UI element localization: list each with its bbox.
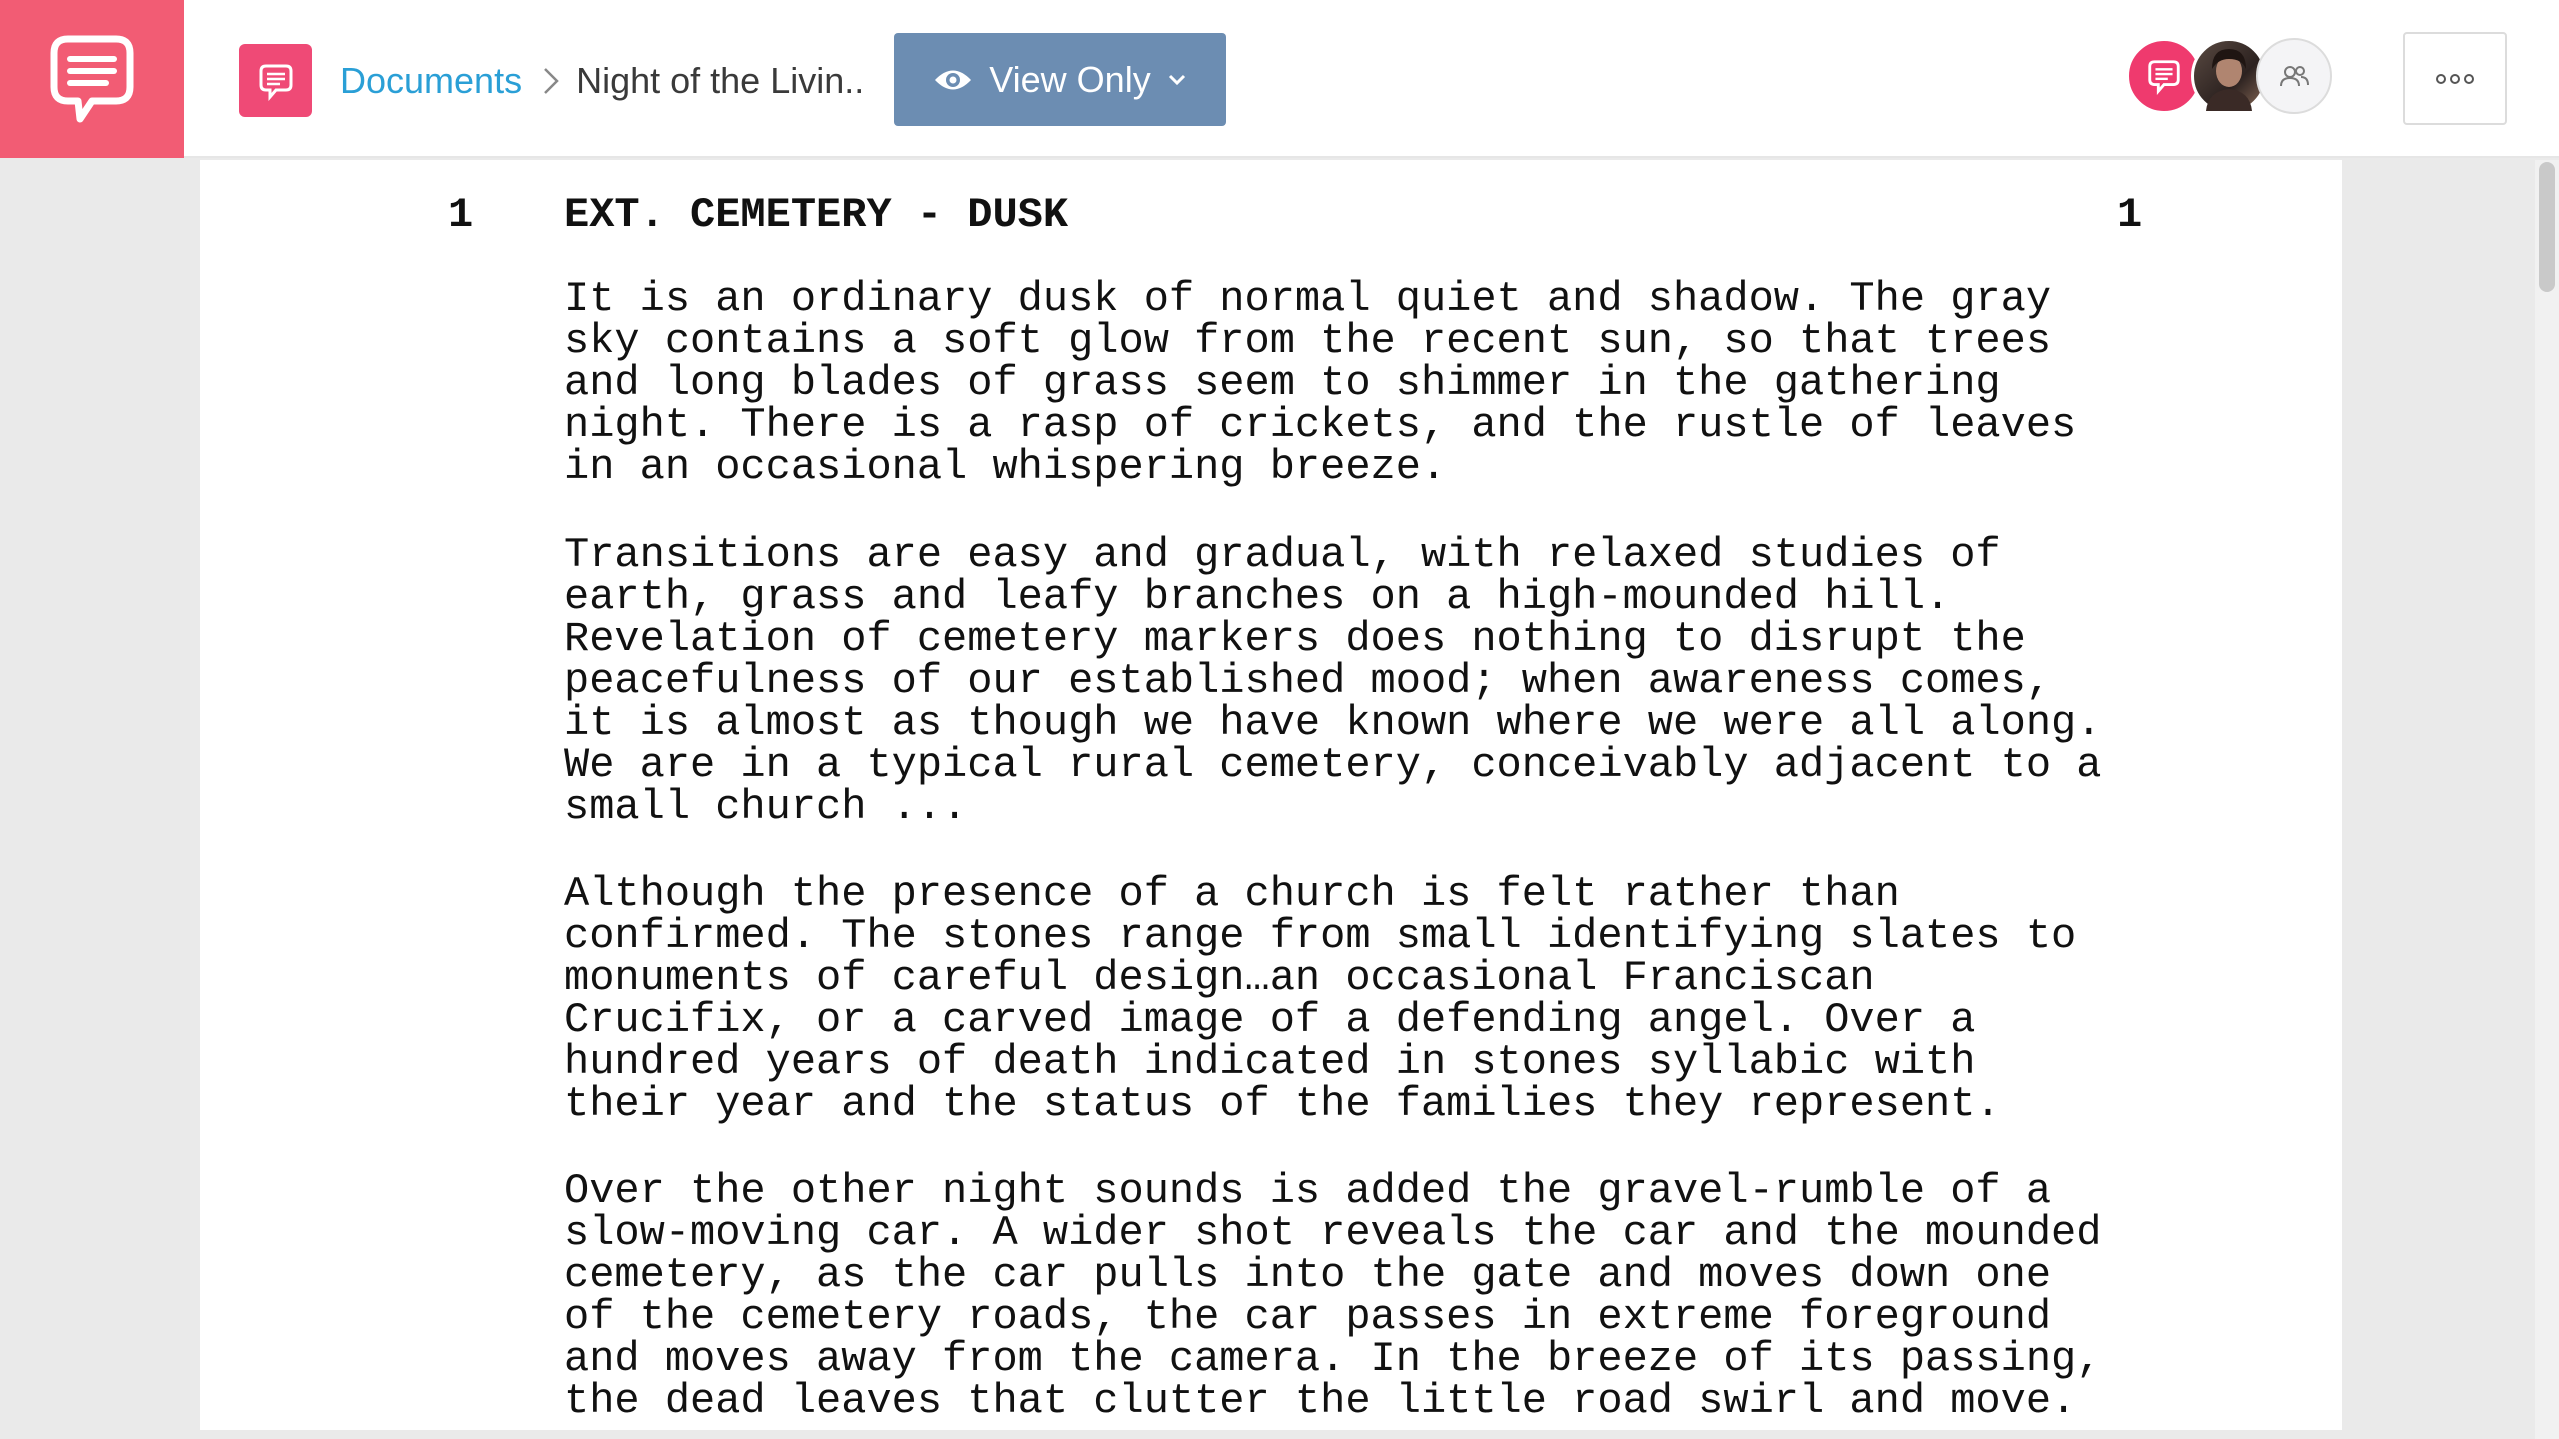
action-paragraph: It is an ordinary dusk of normal quiet and shadow. The gray sky contains a soft glow from the recent sun, so that trees and long blades of grass seem to shimmer in the gathering night. There is a rasp of crickets, and the rustle of leaves in an occasional whispering breeze. bbox=[564, 275, 2077, 491]
chevron-right-icon bbox=[542, 66, 560, 96]
app-logo[interactable] bbox=[0, 0, 184, 158]
action-paragraph: Transitions are easy and gradual, with relaxed studies of earth, grass and leafy branches on a high-mounded hill. Revelation of cemetery markers does nothing to disrupt the peacefulness of our established mood; when awareness comes, it is almost as though we have known where we were all along. We are in a typical rural cemetery, conceivably adjacent to a small church ... bbox=[564, 531, 2102, 831]
vertical-scrollbar[interactable] bbox=[2535, 160, 2559, 1439]
chat-bubble-logo-icon bbox=[44, 31, 140, 127]
breadcrumb-documents-link[interactable]: Documents bbox=[340, 60, 523, 101]
scene-heading: EXT. CEMETERY - DUSK bbox=[564, 191, 1069, 239]
chat-bubble-icon bbox=[2145, 57, 2183, 95]
chevron-down-icon bbox=[1167, 73, 1187, 87]
document-type-icon bbox=[239, 44, 312, 117]
chat-bubble-icon bbox=[256, 61, 296, 101]
more-dots-icon bbox=[2435, 73, 2475, 85]
scrollbar-thumb[interactable] bbox=[2539, 162, 2555, 292]
action-paragraph: Although the presence of a church is felt rather than confirmed. The stones range from small identifying slates to monuments of careful design…an occasional Franciscan Crucifix, or a carved image of a defending angel. Over a hundred years of death indicated in stones syllabic with their year and the status of the families they represent. bbox=[564, 870, 2077, 1128]
collaborators-button[interactable] bbox=[2256, 38, 2332, 114]
document-title: Night of the Livin.. bbox=[576, 60, 865, 101]
user-photo-icon bbox=[2194, 41, 2264, 111]
action-paragraph: Over the other night sounds is added the gravel-rumble of a slow-moving car. A wider shot reveals the car and the mounded cemetery, as the car pulls into the gate and moves down one of the cemetery roads, the car passes in extreme foreground and moves away from the camera. In the breeze of its passing, the dead leaves that clutter the little road swirl and move. bbox=[564, 1167, 2102, 1425]
scene-number-right: 1 bbox=[2117, 191, 2143, 239]
scene-number-left: 1 bbox=[448, 191, 474, 239]
script-page bbox=[200, 160, 2342, 1430]
view-mode-dropdown[interactable] bbox=[894, 33, 1226, 126]
view-mode-label: View Only bbox=[989, 58, 1151, 100]
users-icon bbox=[2278, 64, 2310, 88]
breadcrumb bbox=[340, 57, 864, 105]
top-bar bbox=[0, 0, 2559, 158]
eye-icon bbox=[933, 67, 973, 93]
more-options-button[interactable] bbox=[2403, 32, 2507, 125]
